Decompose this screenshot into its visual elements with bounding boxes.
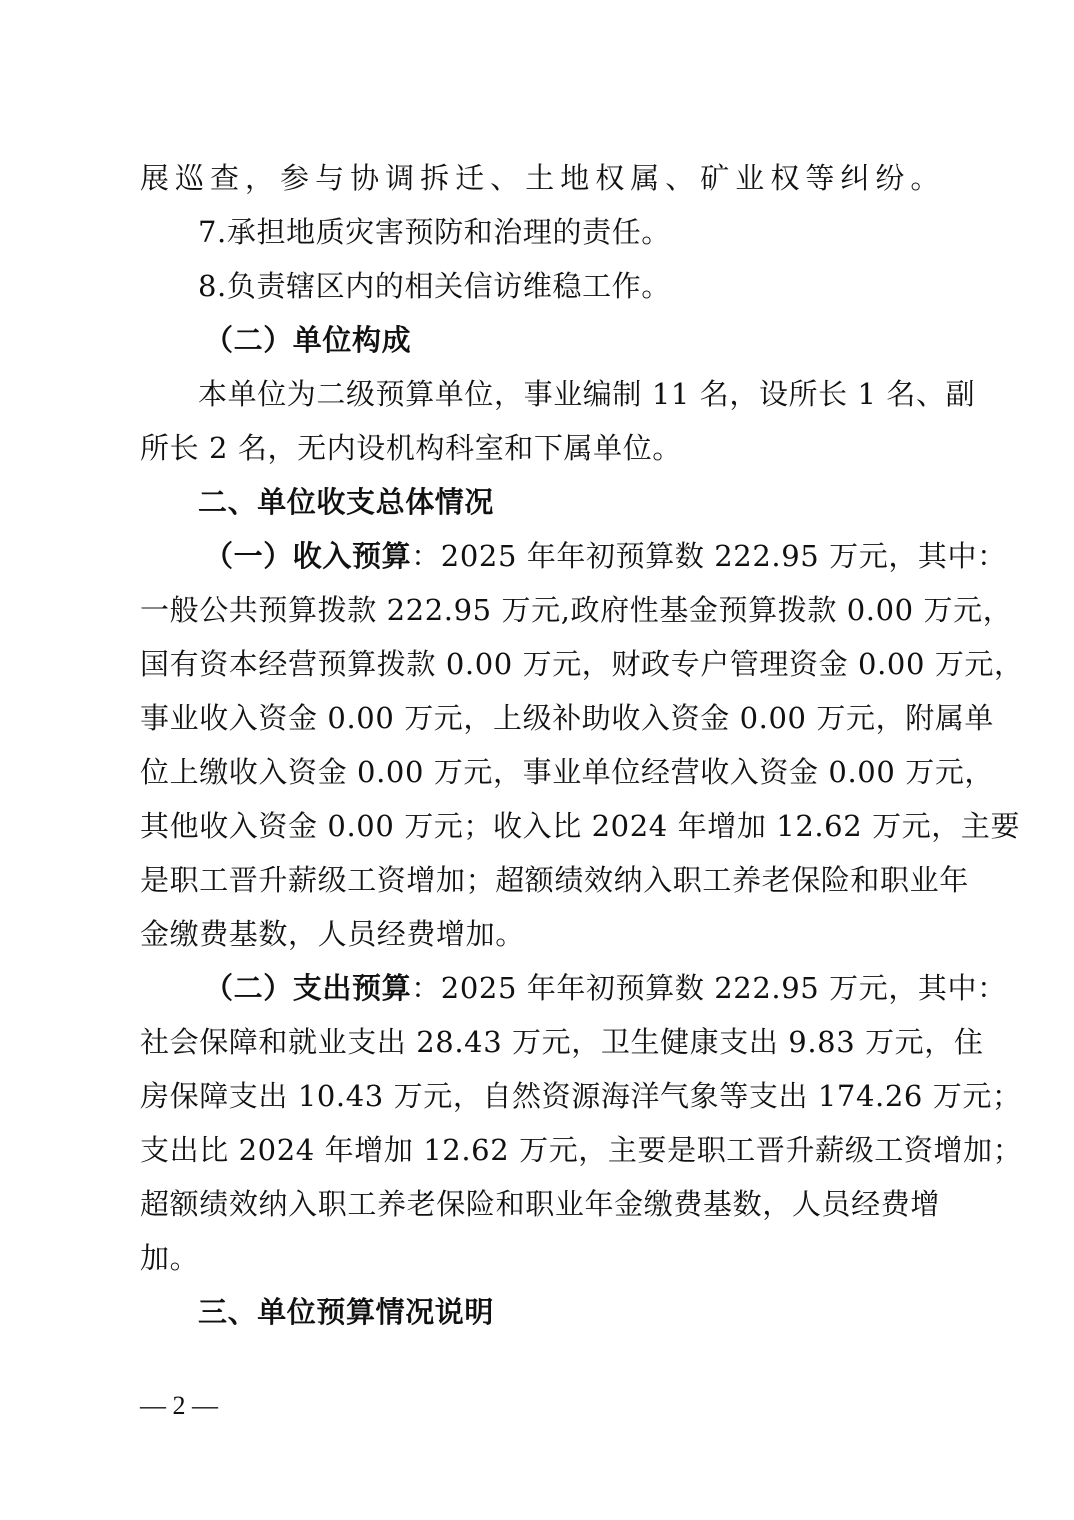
paragraph-line: 超额绩效纳入职工养老保险和职业年金缴费基数，人员经费增 — [140, 1187, 940, 1221]
paragraph-line: 支出比 2024 年增加 12.62 万元，主要是职工晋升薪级工资增加； — [140, 1133, 1023, 1167]
income-paragraph-first-line — [204, 536, 1007, 576]
paragraph-line: 国有资本经营预算拨款 0.00 万元，财政专户管理资金 0.00 万元， — [140, 647, 1024, 681]
paragraph-line: 展巡查，参与协调拆迁、土地权属、矿业权等纠纷。 — [140, 161, 940, 195]
paragraph-line: 金缴费基数，人员经费增加。 — [140, 917, 525, 951]
paragraph-line: 是职工晋升薪级工资增加；超额绩效纳入职工养老保险和职业年 — [140, 863, 969, 897]
paragraph-line: 本单位为二级预算单位，事业编制 11 名，设所长 1 名、副 — [198, 377, 976, 411]
subsection-heading-unit-composition: （二）单位构成 — [204, 323, 412, 357]
paragraph-line: 加。 — [140, 1241, 200, 1275]
section-heading-2: 二、单位收支总体情况 — [198, 485, 495, 519]
income-label: （一）收入预算 — [204, 539, 412, 573]
paragraph-line: 房保障支出 10.43 万元，自然资源海洋气象等支出 174.26 万元； — [140, 1079, 1022, 1113]
list-item-7: 7.承担地质灾害预防和治理的责任。 — [198, 215, 671, 249]
paragraph-line: 社会保障和就业支出 28.43 万元，卫生健康支出 9.83 万元，住 — [140, 1025, 984, 1059]
list-item-8: 8.负责辖区内的相关信访维稳工作。 — [198, 269, 671, 303]
expenditure-label: （二）支出预算 — [204, 971, 412, 1005]
paragraph-line: 事业收入资金 0.00 万元，上级补助收入资金 0.00 万元，附属单 — [140, 701, 995, 735]
paragraph-line: 一般公共预算拨款 222.95 万元,政府性基金预算拨款 0.00 万元， — [140, 593, 1013, 627]
paragraph-line: 位上缴收入资金 0.00 万元，事业单位经营收入资金 0.00 万元， — [140, 755, 995, 789]
section-heading-3: 三、单位预算情况说明 — [198, 1295, 495, 1329]
page-number: — 2 — — [140, 1391, 218, 1420]
expenditure-paragraph-first-line — [204, 968, 1007, 1008]
expenditure-intro: ：2025 年年初预算数 222.95 万元，其中： — [411, 971, 1007, 1005]
income-intro: ：2025 年年初预算数 222.95 万元，其中： — [411, 539, 1007, 573]
paragraph-line: 所长 2 名，无内设机构科室和下属单位。 — [140, 431, 682, 465]
paragraph-line: 其他收入资金 0.00 万元；收入比 2024 年增加 12.62 万元，主要 — [140, 809, 1021, 843]
